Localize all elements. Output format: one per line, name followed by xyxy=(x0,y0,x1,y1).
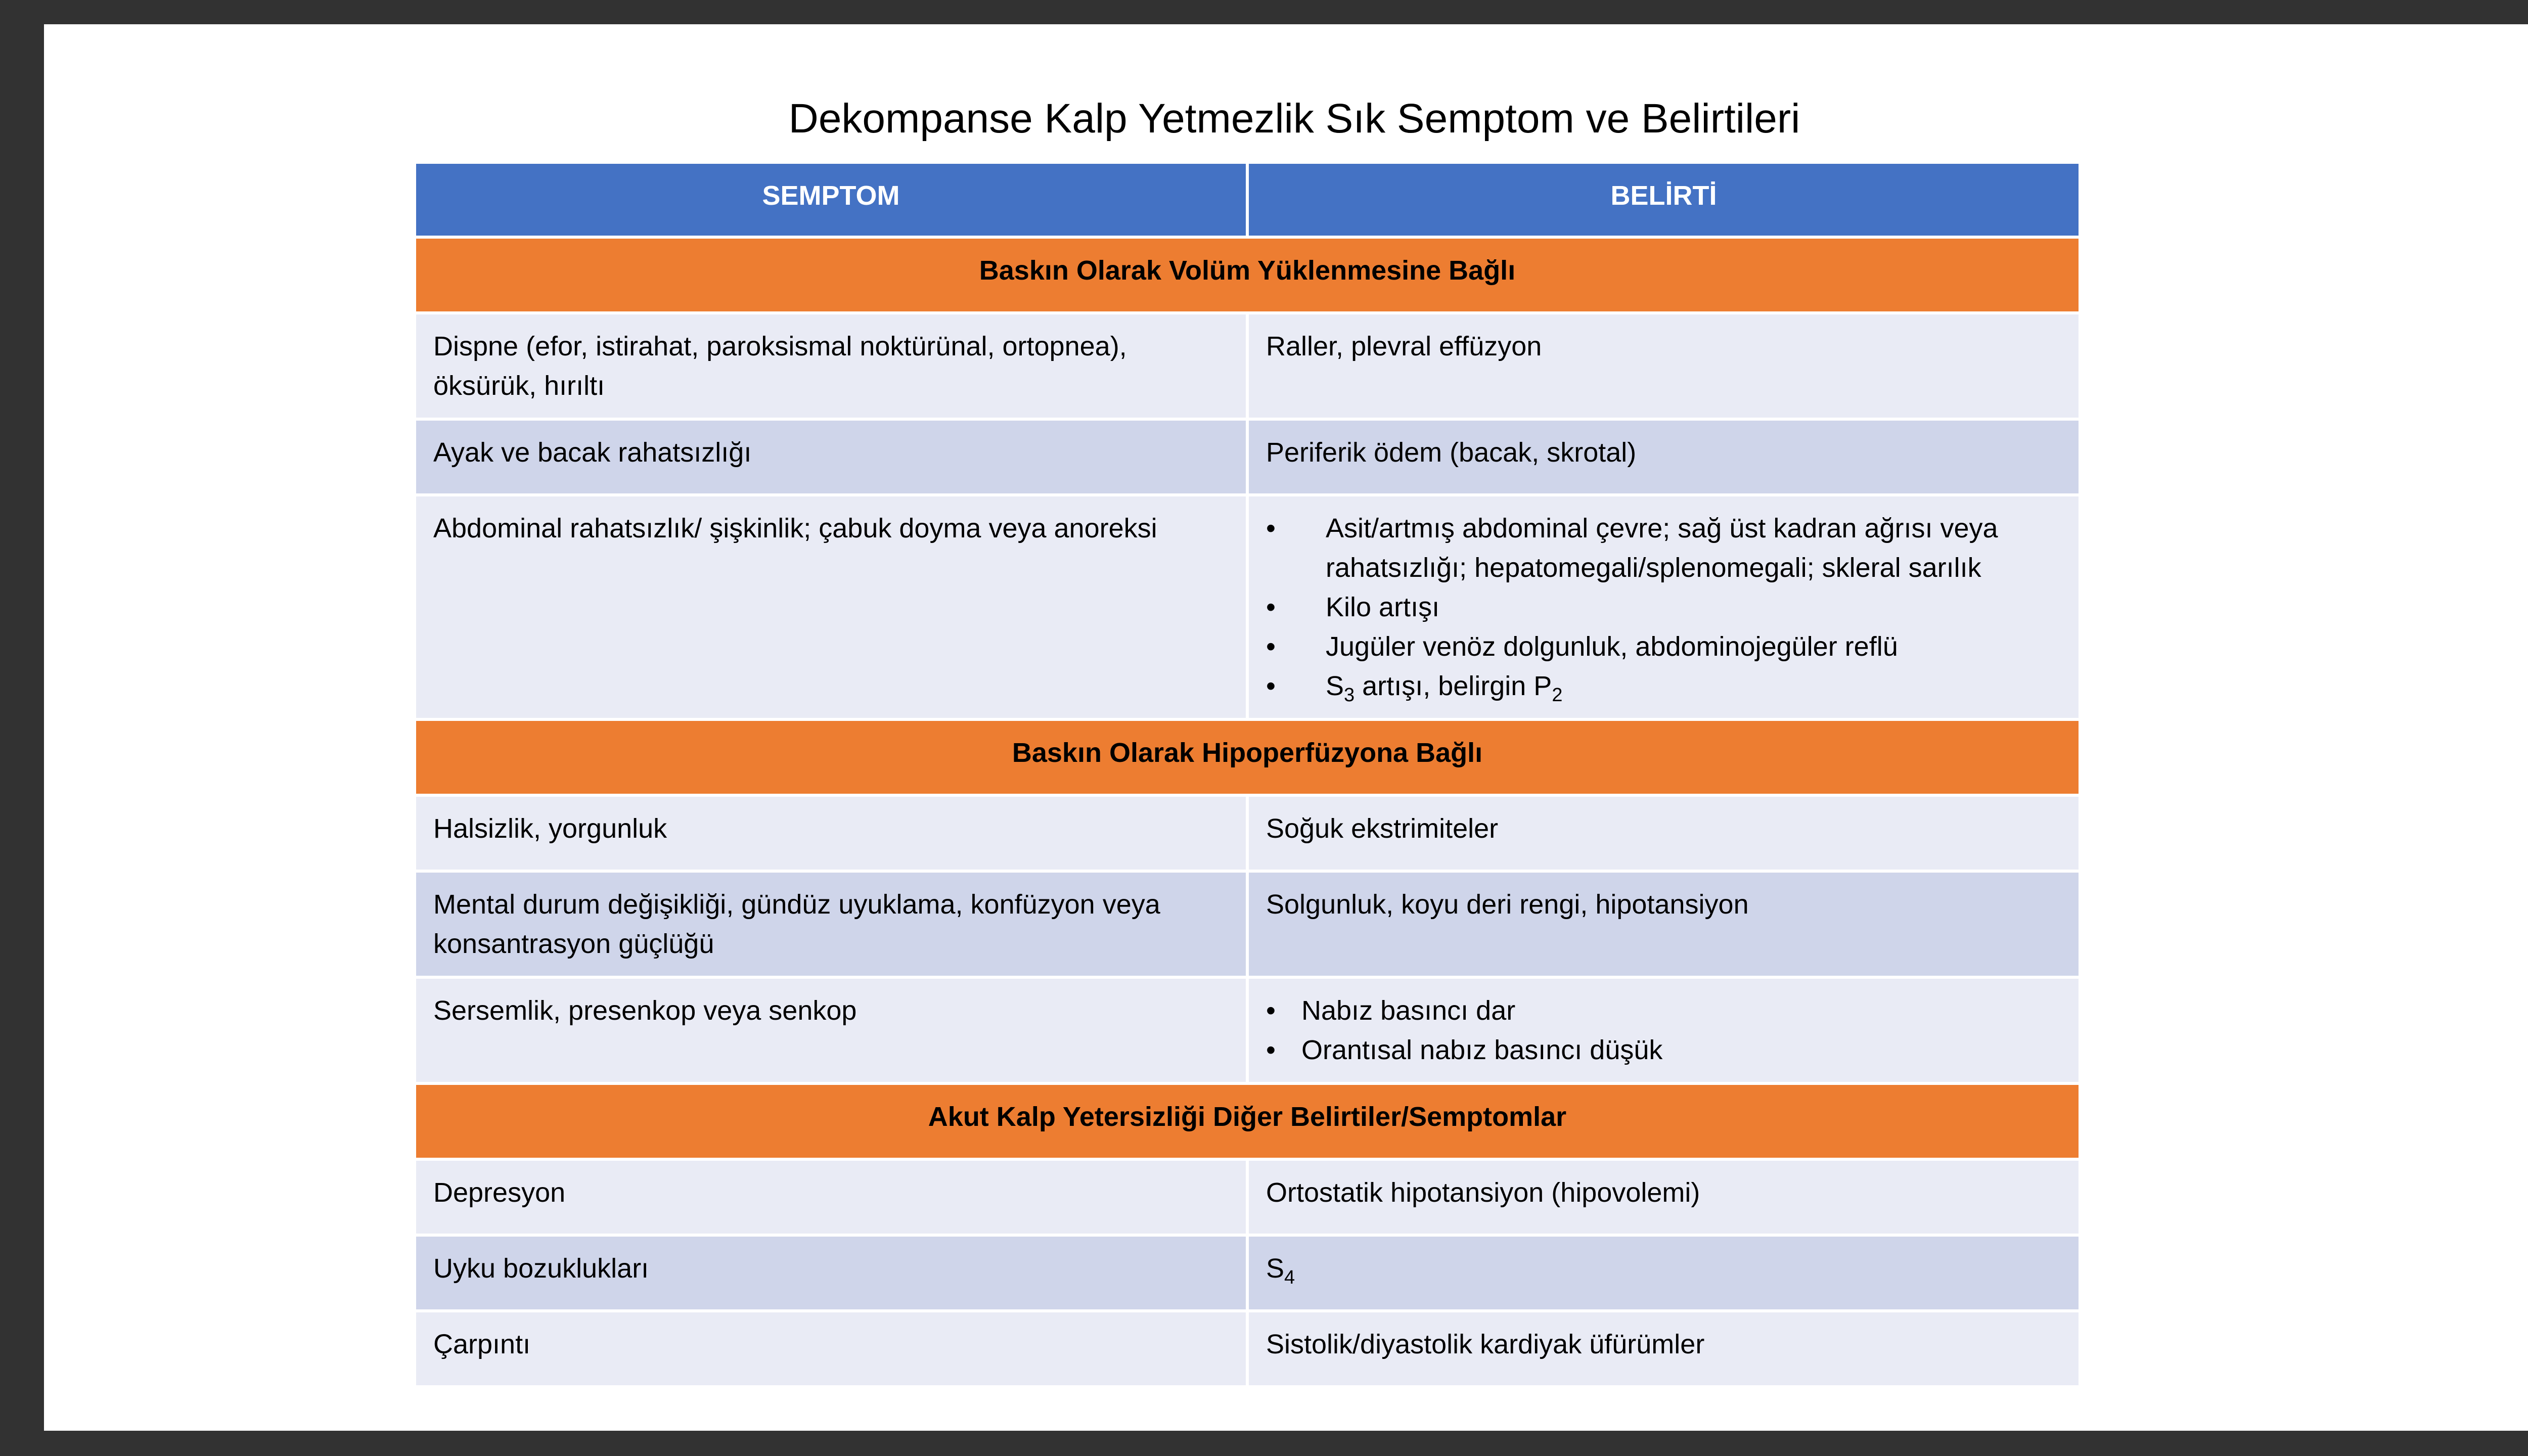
s-subscript: 3 xyxy=(1344,684,1355,706)
bullet-icon: • xyxy=(1266,671,1276,701)
list-item xyxy=(1266,991,2061,1030)
sign-cell: Sistolik/diyastolik kardiyak üfürümler xyxy=(1247,1311,2080,1387)
sign-bullet-list xyxy=(1266,509,2061,706)
symptom-cell: Uyku bozuklukları xyxy=(415,1235,1247,1311)
list-item xyxy=(1266,587,2061,627)
list-item-text xyxy=(1326,671,1563,706)
sign-cell: Ortostatik hipotansiyon (hipovolemi) xyxy=(1247,1159,2080,1235)
sign-cell xyxy=(1247,1235,2080,1311)
slide xyxy=(44,24,2528,1431)
section-header-other xyxy=(415,1083,2080,1159)
table-row xyxy=(415,795,2080,871)
sign-cell: Periferik ödem (bacak, skrotal) xyxy=(1247,419,2080,495)
bullet-icon: • xyxy=(1266,1035,1276,1065)
symptom-cell: Abdominal rahatsızlık/ şişkinlik; çabuk doyma veya anoreksi xyxy=(415,495,1247,719)
s4-subscript: 4 xyxy=(1284,1266,1295,1288)
section-header-volume xyxy=(415,237,2080,313)
list-item xyxy=(1266,1030,2061,1070)
symptom-cell: Dispne (efor, istirahat, paroksismal noktürünal, ortopnea), öksürük, hırıltı xyxy=(415,313,1247,419)
sign-cell xyxy=(1247,495,2080,719)
sign-cell: Solgunluk, koyu deri rengi, hipotansiyon xyxy=(1247,871,2080,977)
list-item-text: Kilo artışı xyxy=(1326,592,1440,622)
sign-cell: Raller, plevral effüzyon xyxy=(1247,313,2080,419)
section-title: Baskın Olarak Hipoperfüzyona Bağlı xyxy=(415,719,2080,795)
list-item xyxy=(1266,509,2061,587)
p-subscript: 2 xyxy=(1552,684,1563,706)
list-item-text: Nabız basıncı dar xyxy=(1301,995,1516,1026)
list-item-text: Orantısal nabız basıncı düşük xyxy=(1301,1035,1663,1065)
symptom-sign-table xyxy=(413,161,2082,1388)
table-row xyxy=(415,419,2080,495)
list-item xyxy=(1266,627,2061,666)
section-title: Akut Kalp Yetersizliği Diğer Belirtiler/Semptomlar xyxy=(415,1083,2080,1159)
table-row xyxy=(415,1311,2080,1387)
list-item-text: Jugüler venöz dolgunluk, abdominojegüler reflü xyxy=(1326,631,1898,662)
table-row xyxy=(415,1159,2080,1235)
section-title: Baskın Olarak Volüm Yüklenmesine Bağlı xyxy=(415,237,2080,313)
table-row xyxy=(415,495,2080,719)
symptom-cell: Mental durum değişikliği, gündüz uyuklama, konfüzyon veya konsantrasyon güçlüğü xyxy=(415,871,1247,977)
s4-letter: S xyxy=(1266,1253,1285,1284)
header-sign: BELİRTİ xyxy=(1247,162,2080,237)
slide-title: Dekompanse Kalp Yetmezlik Sık Semptom ve Belirtileri xyxy=(788,96,1800,142)
table-row xyxy=(415,1235,2080,1311)
table-header-row xyxy=(415,162,2080,237)
bullet-icon: • xyxy=(1266,513,1276,543)
list-item-text: Asit/artmış abdominal çevre; sağ üst kadran ağrısı veya rahatsızlığı; hepatomegali/splenomegali; skleral sarılık xyxy=(1326,513,1998,583)
list-item xyxy=(1266,666,2061,706)
symptom-cell: Halsizlik, yorgunluk xyxy=(415,795,1247,871)
sign-cell xyxy=(1247,977,2080,1083)
bullet-icon: • xyxy=(1266,631,1276,662)
bullet-icon: • xyxy=(1266,592,1276,622)
symptom-cell: Sersemlik, presenkop veya senkop xyxy=(415,977,1247,1083)
bullet-icon: • xyxy=(1266,995,1276,1026)
table-row xyxy=(415,871,2080,977)
header-symptom: SEMPTOM xyxy=(415,162,1247,237)
section-header-hypoperfusion xyxy=(415,719,2080,795)
symptom-cell: Ayak ve bacak rahatsızlığı xyxy=(415,419,1247,495)
bullet-middle-text: artışı, belirgin P xyxy=(1355,671,1552,701)
s-letter: S xyxy=(1326,671,1344,701)
sign-cell: Soğuk ekstrimiteler xyxy=(1247,795,2080,871)
sign-bullet-list xyxy=(1266,991,2061,1070)
symptom-cell: Çarpıntı xyxy=(415,1311,1247,1387)
table-row xyxy=(415,977,2080,1083)
table-row xyxy=(415,313,2080,419)
symptom-cell: Depresyon xyxy=(415,1159,1247,1235)
